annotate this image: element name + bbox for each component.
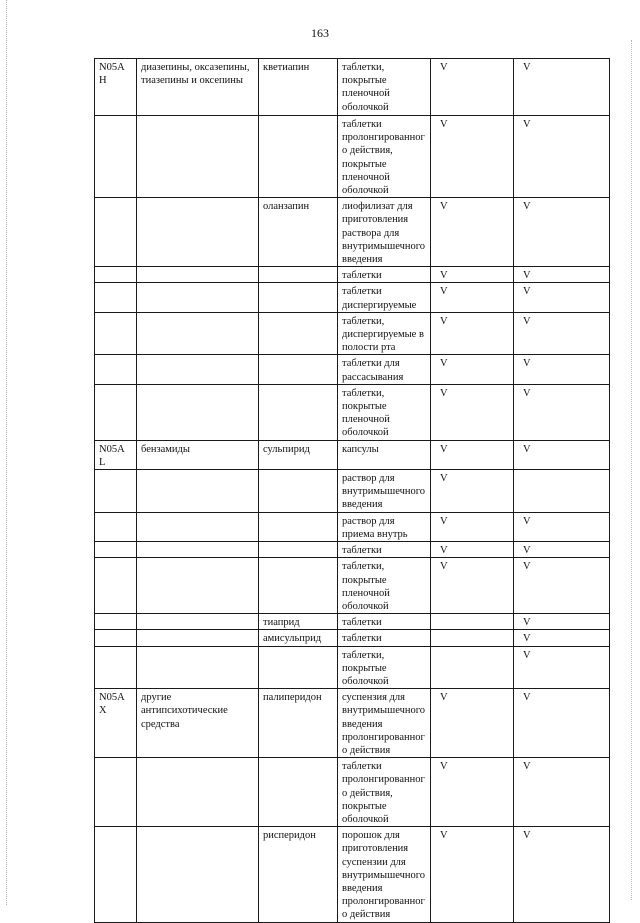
cell-text-line: V [523,62,531,73]
cell-text-line: V [523,830,531,842]
mark-cell-1 [431,827,514,922]
cell-text-line: оболочкой [342,427,389,439]
cell-text-line: V [440,761,448,773]
drug-name-cell [259,689,338,758]
mark-cell-1 [431,630,514,646]
cell-text-line: палиперидон [263,692,322,704]
cell-text-line: таблетки для [342,358,400,370]
cell-text-line: оболочкой [342,813,389,825]
cell-text-line: о действия [342,744,391,756]
drug-name-cell [259,283,338,312]
dosage-form-cell [338,558,431,614]
pharm-group-cell [137,384,259,440]
cell-text-line: суспензии для [342,856,406,868]
table-row [95,312,610,355]
mark-cell-1 [431,689,514,758]
cell-text-line: таблетки [342,286,382,298]
mark-cell-2 [514,614,610,630]
cell-text-line: V [523,286,531,298]
mark-cell-2 [514,542,610,558]
dosage-form-cell [338,827,431,922]
drug-name-cell [259,312,338,355]
mark-cell-2 [514,558,610,614]
table-row [95,630,610,646]
pharm-group-cell [137,542,259,558]
cell-text-line: пленочной [342,171,390,183]
pharm-group-cell [137,198,259,267]
drug-name-cell [259,59,338,116]
cell-text-line: внутримышечного [342,240,426,252]
cell-text-line: покрытые [342,401,387,413]
cell-text-line: внутримышечного [342,705,426,717]
drug-name-cell [259,355,338,384]
drug-name-cell [259,198,338,267]
cell-text-line: покрытые [342,574,387,586]
dosage-form-cell [338,283,431,312]
cell-text-line: V [523,315,531,327]
atc-code-cell [95,689,137,758]
mark-cell-2 [514,116,610,198]
pharm-group-cell [137,470,259,513]
cell-text-line: введения [342,718,383,730]
cell-text-line: таблетки, [342,561,385,573]
cell-text-line: рассасывания [342,371,404,383]
page-number: 163 [311,26,329,40]
drug-name-cell [259,470,338,513]
mark-cell-2 [514,646,610,689]
cell-text-line: бензамиды [141,443,190,455]
mark-cell-2 [514,59,610,116]
atc-code-cell [95,312,137,355]
atc-code-cell [95,116,137,198]
cell-text-line: V [523,119,531,130]
cell-text-line: H [99,75,107,87]
mark-cell-1 [431,512,514,541]
atc-code-cell [95,198,137,267]
cell-text-line: о действия, [342,145,393,157]
dosage-form-cell [338,384,431,440]
cell-text-line: внутримышечного [342,869,426,881]
scan-left-edge [6,0,8,905]
cell-text-line: оболочкой [342,101,389,113]
pharm-group-cell [137,355,259,384]
mark-cell-2 [514,512,610,541]
atc-code-cell [95,827,137,922]
mark-cell-1 [431,312,514,355]
cell-text-line: V [440,443,448,455]
cell-text-line: V [440,62,448,73]
table-body [95,59,610,923]
atc-code-cell [95,646,137,689]
pharm-group-cell [137,689,259,758]
mark-cell-2 [514,384,610,440]
cell-text-line: таблетки, [342,649,385,661]
scan-right-edge [631,40,633,900]
cell-text-line: V [440,201,448,213]
mark-cell-1 [431,440,514,469]
mark-cell-1 [431,384,514,440]
table-row [95,512,610,541]
cell-text-line: пролонгированног [342,774,425,786]
cell-text-line: таблетки [342,119,382,130]
dosage-form-cell [338,59,431,116]
cell-text-line: диспергируемые [342,299,417,311]
cell-text-line: таблетки [342,545,382,557]
cell-text-line: тиаприд [263,617,300,629]
pharm-group-cell [137,558,259,614]
table-row [95,470,610,513]
cell-text-line: амисульприд [263,633,322,645]
cell-text-line: V [523,617,531,629]
mark-cell-1 [431,267,514,283]
pharm-group-cell [137,614,259,630]
atc-code-cell [95,440,137,469]
mark-cell-2 [514,470,610,513]
table-row [95,542,610,558]
cell-text-line: оболочкой [342,675,389,687]
dosage-form-cell [338,470,431,513]
table-row [95,827,610,922]
cell-text-line: пролонгированног [342,132,425,144]
cell-text-line: покрытые [342,662,387,674]
cell-text-line: оланзапин [263,201,310,213]
mark-cell-2 [514,758,610,827]
drug-name-cell [259,542,338,558]
atc-code-cell [95,542,137,558]
mark-cell-1 [431,558,514,614]
drug-name-cell [259,614,338,630]
cell-text-line: V [440,692,448,704]
atc-code-cell [95,758,137,827]
cell-text-line: тиазепины и оксепины [141,75,243,87]
mark-cell-2 [514,283,610,312]
cell-text-line: таблетки [342,761,382,773]
cell-text-line: раствор для [342,515,395,527]
atc-code-cell [95,614,137,630]
cell-text-line: таблетки [342,633,382,645]
mark-cell-2 [514,198,610,267]
cell-text-line: V [440,358,448,370]
cell-text-line: N05A [99,692,125,704]
cell-text-line: антипсихотические [141,705,228,717]
pharm-group-cell [137,267,259,283]
pharm-group-cell [137,116,259,198]
cell-text-line: капсулы [342,443,379,455]
dosage-form-cell [338,267,431,283]
atc-code-cell [95,512,137,541]
mark-cell-1 [431,116,514,198]
dosage-form-cell [338,440,431,469]
cell-text-line: V [523,561,531,573]
mark-cell-2 [514,827,610,922]
cell-text-line: V [440,387,448,399]
dosage-form-cell [338,355,431,384]
cell-text-line: суспензия для [342,692,405,704]
pharm-group-cell [137,512,259,541]
pharm-group-cell [137,827,259,922]
table-row [95,283,610,312]
cell-text-line: введения [342,882,383,894]
cell-text-line: о действия, [342,787,393,799]
atc-code-cell [95,470,137,513]
mark-cell-2 [514,355,610,384]
table-row [95,689,610,758]
cell-text-line: внутримышечного [342,486,426,498]
dosage-form-cell [338,689,431,758]
cell-text-line: таблетки [342,617,382,629]
cell-text-line: пленочной [342,587,390,599]
table-row [95,267,610,283]
cell-text-line: V [440,286,448,298]
dosage-form-cell [338,542,431,558]
mark-cell-1 [431,758,514,827]
dosage-form-cell [338,512,431,541]
cell-text-line: оболочкой [342,600,389,612]
dosage-form-cell [338,758,431,827]
mark-cell-1 [431,283,514,312]
drug-name-cell [259,827,338,922]
pharm-group-cell [137,758,259,827]
mark-cell-2 [514,267,610,283]
mark-cell-2 [514,630,610,646]
cell-text-line: V [523,201,531,213]
atc-code-cell [95,59,137,116]
cell-text-line: V [523,692,531,704]
drug-name-cell [259,267,338,283]
cell-text-line: V [440,545,448,557]
dosage-form-cell [338,312,431,355]
pharm-group-cell [137,440,259,469]
cell-text-line: кветиапин [263,62,310,73]
cell-text-line: V [523,545,531,557]
mark-cell-2 [514,440,610,469]
cell-text-line: V [523,633,531,645]
dosage-form-cell [338,198,431,267]
cell-text-line: порошок для [342,830,400,842]
table-row [95,646,610,689]
drug-name-cell [259,116,338,198]
dosage-form-cell [338,614,431,630]
mark-cell-1 [431,646,514,689]
mark-cell-1 [431,355,514,384]
mark-cell-1 [431,614,514,630]
cell-text-line: рисперидон [263,830,316,842]
dosage-form-cell [338,116,431,198]
cell-text-line: V [523,761,531,773]
cell-text-line: таблетки [342,270,382,282]
cell-text-line: L [99,456,106,468]
drug-list-table [94,58,610,923]
cell-text-line: приготовления [342,843,409,855]
atc-code-cell [95,558,137,614]
cell-text-line: V [523,270,531,282]
mark-cell-1 [431,470,514,513]
table-row [95,355,610,384]
cell-text-line: N05A [99,443,125,455]
cell-text-line: оболочкой [342,185,389,197]
table-row [95,116,610,198]
table-row [95,558,610,614]
cell-text-line: пролонгированног [342,896,425,908]
pharm-group-cell [137,283,259,312]
cell-text-line: V [440,473,448,485]
drug-name-cell [259,512,338,541]
cell-text-line: пленочной [342,414,390,426]
cell-text-line: раствора для [342,227,400,239]
cell-text-line: о действия [342,909,391,921]
cell-text-line: таблетки, [342,62,385,73]
drug-name-cell [259,758,338,827]
pharm-group-cell [137,646,259,689]
atc-code-cell [95,384,137,440]
drug-name-cell [259,646,338,689]
cell-text-line: таблетки, [342,387,385,399]
cell-text-line: пролонгированног [342,731,425,743]
cell-text-line: диспергируемые в [342,329,424,341]
cell-text-line: V [523,443,531,455]
drug-name-cell [259,384,338,440]
cell-text-line: другие [141,692,172,704]
cell-text-line: V [440,561,448,573]
cell-text-line: V [523,515,531,527]
cell-text-line: N05A [99,62,125,73]
table-row [95,198,610,267]
table-row [95,384,610,440]
dosage-form-cell [338,646,431,689]
drug-name-cell [259,630,338,646]
table-row [95,59,610,116]
table-row [95,440,610,469]
atc-code-cell [95,283,137,312]
drug-name-cell [259,558,338,614]
mark-cell-2 [514,689,610,758]
mark-cell-1 [431,542,514,558]
cell-text-line: покрытые [342,800,387,812]
cell-text-line: V [440,315,448,327]
cell-text-line: средства [141,718,180,730]
cell-text-line: введения [342,499,383,511]
cell-text-line: раствор для [342,473,395,485]
cell-text-line: X [99,705,107,717]
cell-text-line: таблетки, [342,315,385,327]
cell-text-line: покрытые [342,158,387,170]
atc-code-cell [95,630,137,646]
cell-text-line: приготовления [342,214,409,226]
cell-text-line: V [523,649,531,661]
cell-text-line: V [440,515,448,527]
cell-text-line: покрытые [342,75,387,87]
atc-code-cell [95,355,137,384]
cell-text-line: лиофилизат для [342,201,413,213]
cell-text-line: V [440,270,448,282]
cell-text-line: V [440,119,448,130]
drug-name-cell [259,440,338,469]
mark-cell-2 [514,312,610,355]
cell-text-line: сульпирид [263,443,310,455]
pharm-group-cell [137,59,259,116]
atc-code-cell [95,267,137,283]
cell-text-line: пленочной [342,88,390,100]
mark-cell-1 [431,198,514,267]
pharm-group-cell [137,630,259,646]
cell-text-line: введения [342,254,383,266]
cell-text-line: диазепины, оксазепины, [141,62,250,73]
table-row [95,758,610,827]
table-row [95,614,610,630]
cell-text-line: V [523,358,531,370]
mark-cell-1 [431,59,514,116]
cell-text-line: приема внутрь [342,528,408,540]
cell-text-line: полости рта [342,342,396,354]
cell-text-line: V [523,387,531,399]
cell-text-line: V [440,830,448,842]
dosage-form-cell [338,630,431,646]
pharm-group-cell [137,312,259,355]
